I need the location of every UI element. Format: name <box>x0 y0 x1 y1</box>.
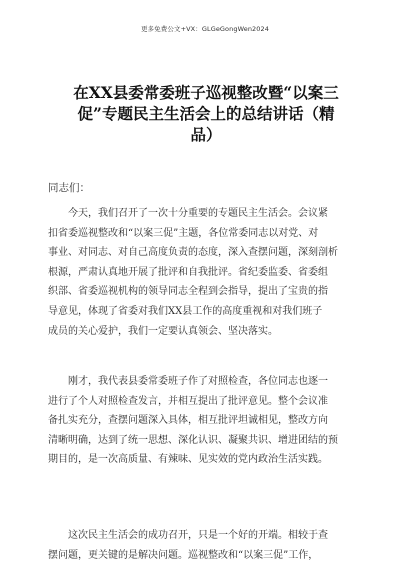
paragraph-line: 扣省委巡视整改和“以案三促”主题，各位常委同志以对党、对 <box>48 227 319 239</box>
paragraph-line: 摆问题，更关键的是解决问题。巡视整改和“以案三促”工作， <box>48 549 319 561</box>
paragraph-line: 成员的关心爱护，我们一定要认真领会、坚决落实。 <box>48 325 278 337</box>
paragraph-line: 导意见，体现了省委对我们XX县工作的高度重视和对我们班子 <box>48 305 323 317</box>
title-line: 在XX县委常委班子巡视整改暨“以案三 <box>73 83 339 102</box>
paragraph-line: 期目的，是一次高质量、有辣味、见实效的党内政治生活实践。 <box>48 454 328 466</box>
paragraph-line: 这次民主生活会的成功召开，只是一个好的开端。相较于查 <box>68 530 328 541</box>
title-line: 品） <box>190 125 222 144</box>
title-line: 促”专题民主生活会上的总结讲话（精 <box>77 104 335 123</box>
paragraph <box>48 204 366 341</box>
paragraph-line: 根源，严肃认真地开展了批评和自我批评。省纪委监委、省委组 <box>48 266 328 278</box>
document-title <box>56 82 356 145</box>
paragraph-line: 织部、省委巡视机构的领导同志全程到会指导，提出了宝贵的指 <box>48 286 328 298</box>
paragraph-line: 事业、对同志、对自己高度负责的态度，深入查摆问题，深刻剖析 <box>48 247 338 259</box>
header-note: 更多免费公文+VX：GLGeGongWen2024 <box>140 25 269 33</box>
paragraph <box>48 526 366 565</box>
salutation: 同志们： <box>48 182 90 194</box>
paragraph <box>48 372 366 470</box>
paragraph-line: 清晰明确，达到了统一思想、深化认识、凝聚共识、增进团结的预 <box>48 434 338 446</box>
paragraph-line: 备扎实充分，查摆问题深入具体，相互批评坦诚相见，整改方向 <box>48 415 328 427</box>
paragraph-line: 刚才，我代表县委常委班子作了对照检查，各位同志也逐一 <box>68 376 328 387</box>
paragraph-line: 今天，我们召开了一次十分重要的专题民主生活会。会议紧 <box>68 208 328 219</box>
paragraph-line: 进行了个人对照检查发言，并相互提出了批评意见。整个会议准 <box>48 395 328 407</box>
